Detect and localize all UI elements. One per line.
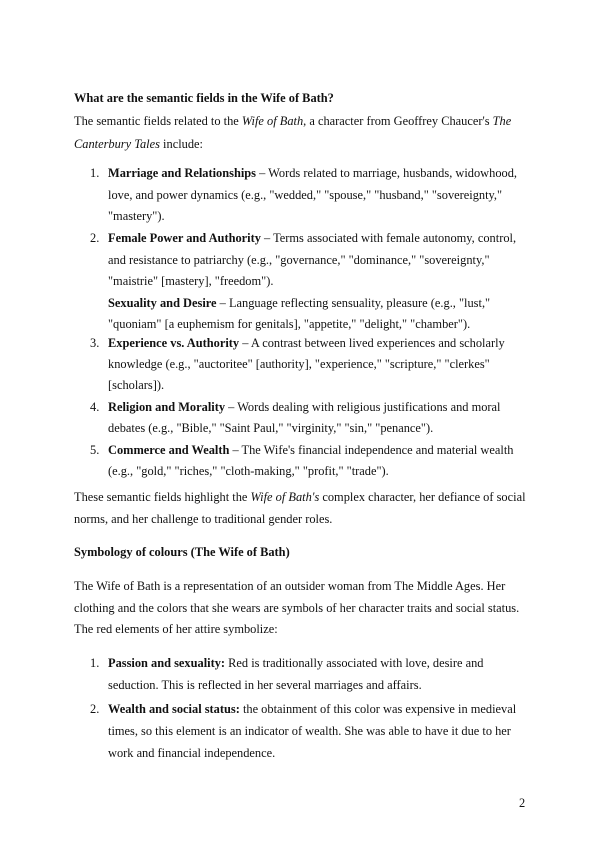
list-number: 4.	[90, 400, 100, 414]
list-number: 1.	[90, 656, 100, 670]
heading-text: What are the semantic fields in the Wife of Bath?	[74, 91, 334, 105]
item-title: Passion and sexuality:	[108, 656, 226, 670]
paragraph-line: The red elements of her attire symbolize:	[74, 622, 278, 636]
item-title: Experience vs. Authority	[108, 336, 240, 350]
list-number: 5.	[90, 443, 100, 457]
text: Red is traditionally associated with love, desire and	[225, 656, 484, 670]
item-title: Commerce and Wealth	[108, 443, 230, 457]
list-item	[108, 443, 513, 457]
list-number: 2.	[90, 702, 100, 716]
list-number: 2.	[90, 231, 100, 245]
list-item-line: and resistance to patriarchy (e.g., "governance," "dominance," "sovereignty,"	[108, 253, 490, 267]
list-item-line: knowledge (e.g., "auctoritee" [authority], "experience," "scripture," "clerkes"	[108, 357, 490, 371]
text: – A contrast between lived experiences and scholarly	[239, 336, 505, 350]
text: The	[492, 114, 512, 128]
list-item-line: love, and power dynamics (e.g., "wedded," "spouse," "husband," "sovereignty,"	[108, 188, 503, 202]
item-title: Sexuality and Desire	[108, 296, 217, 310]
text: – Terms associated with female autonomy, control,	[260, 231, 517, 245]
list-item-line: "mastery").	[108, 209, 165, 223]
item-title: Female Power and Authority	[108, 231, 261, 245]
text: the obtainment of this color was expensive in medieval	[239, 702, 517, 716]
text: – Words related to marriage, husbands, widowhood,	[256, 166, 518, 180]
text: – Language reflecting sensuality, pleasure (e.g., "lust,"	[216, 296, 491, 310]
heading-text: Symbology of colours (The Wife of Bath)	[74, 545, 290, 559]
list-item	[108, 166, 517, 180]
list-item	[108, 656, 483, 670]
intro-line	[74, 114, 511, 128]
list-item-line: times, so this element is an indicator of wealth. She was able to have it due to her	[108, 724, 511, 738]
list-item-line: "maistrie" [mastery], "freedom").	[108, 274, 274, 288]
list-item	[108, 400, 501, 414]
list-item-line: work and financial independence.	[108, 746, 276, 760]
section-heading	[74, 91, 334, 105]
list-item-line: seduction. This is reflected in her several marriages and affairs.	[108, 678, 422, 692]
text: – The Wife's financial independence and material wealth	[229, 443, 514, 457]
list-item	[108, 702, 516, 716]
section-heading	[74, 545, 290, 559]
text: Wife of Bath's	[250, 490, 320, 504]
page-number: 2	[519, 796, 526, 810]
list-item-line: (e.g., "gold," "riches," "cloth-making," "profit," "trade").	[108, 464, 389, 478]
paragraph-line: The Wife of Bath is a representation of an outsider woman from The Middle Ages. Her	[74, 579, 506, 593]
list-number: 3.	[90, 336, 100, 350]
closing-line: norms, and her challenge to traditional gender roles.	[74, 512, 333, 526]
closing-line	[74, 490, 526, 504]
text: complex character, her defiance of social	[319, 490, 526, 504]
list-number: 1.	[90, 166, 100, 180]
list-item-line: debates (e.g., "Bible," "Saint Paul," "virginity," "sin," "penance").	[108, 421, 434, 435]
item-title: Marriage and Relationships	[108, 166, 257, 180]
list-item-line: [scholars]).	[108, 378, 165, 392]
item-title: Wealth and social status:	[108, 702, 240, 716]
item-title: Religion and Morality	[108, 400, 226, 414]
paragraph-line: clothing and the colors that she wears are symbols of her character traits and social status.	[74, 601, 520, 615]
list-item-line: "quoniam" [a euphemism for genitals], "appetite," "delight," "chamber").	[108, 317, 471, 331]
intro-line	[74, 137, 203, 151]
text: Wife of Bath	[241, 114, 304, 128]
list-item	[108, 231, 516, 245]
text: These semantic fields highlight the	[74, 490, 251, 504]
text: The semantic fields related to the	[74, 114, 242, 128]
text: – Words dealing with religious justifications and moral	[225, 400, 501, 414]
text: , a character from Geoffrey Chaucer's	[303, 114, 493, 128]
list-item	[108, 336, 505, 350]
text: include:	[159, 137, 203, 151]
list-item	[108, 296, 490, 310]
text: Canterbury Tales	[74, 137, 160, 151]
